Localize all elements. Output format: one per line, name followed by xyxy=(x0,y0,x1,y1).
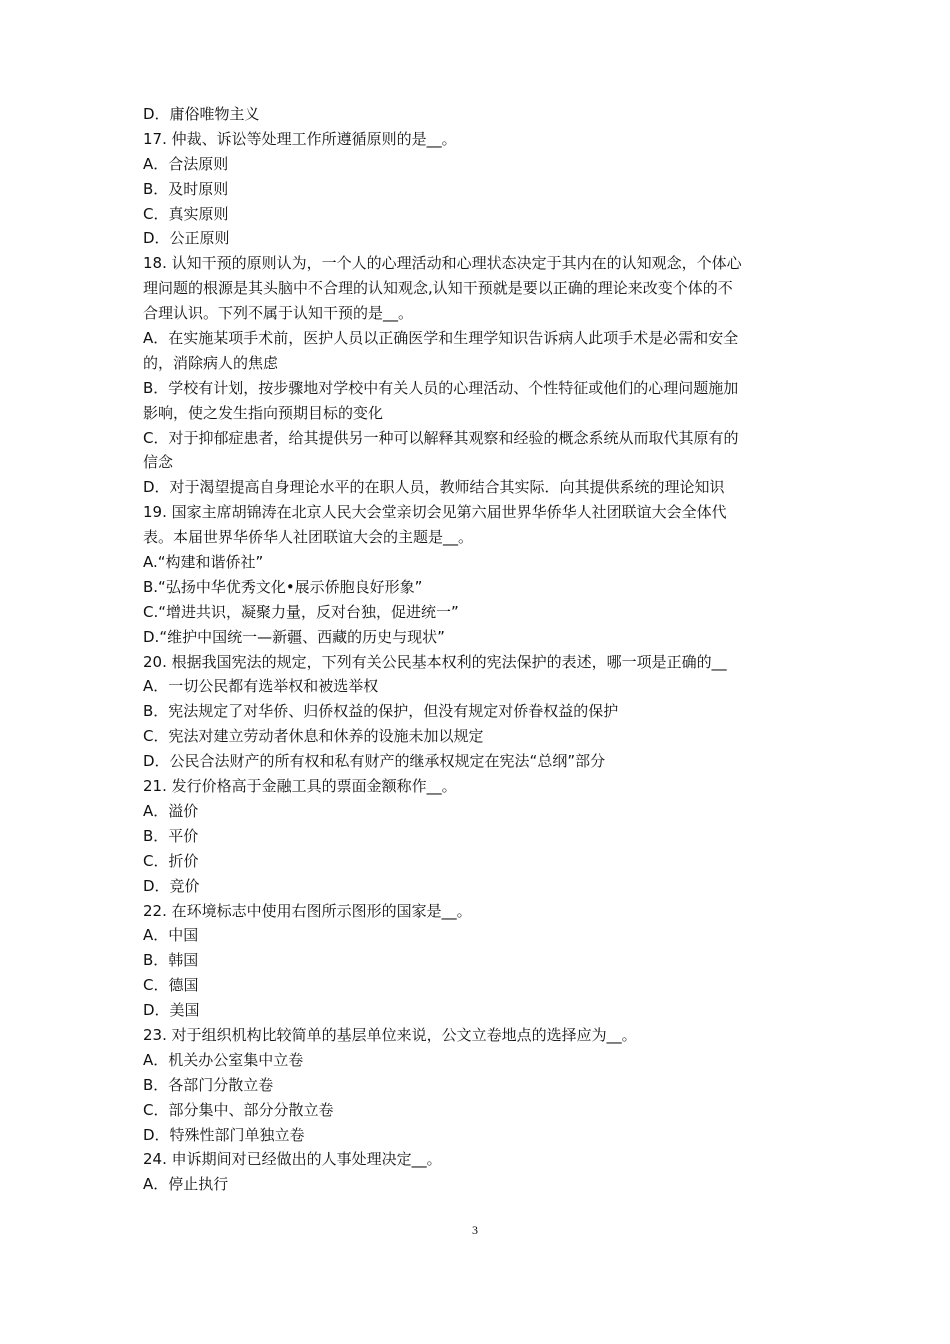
text-line: D．特殊性部门单独立卷 xyxy=(143,1125,305,1144)
text-line: C．宪法对建立劳动者休息和休养的设施未加以规定 xyxy=(143,727,484,746)
text-line: C．折价 xyxy=(143,851,199,870)
text-line: A．一切公民都有选举权和被选举权 xyxy=(143,677,379,696)
text-line: B．各部门分散立卷 xyxy=(143,1075,274,1094)
text-line: D．对于渴望提高自身理论水平的在职人员，教师结合其实际．向其提供系统的理论知识 xyxy=(143,478,725,497)
text-line: C．德国 xyxy=(143,976,199,995)
text-line: B．宪法规定了对华侨、归侨权益的保护，但没有规定对侨眷权益的保护 xyxy=(143,702,619,721)
text-line: B．韩国 xyxy=(143,951,199,970)
text-line: B．及时原则 xyxy=(143,179,229,198)
page-content xyxy=(143,102,815,1197)
text-line: D．公民合法财产的所有权和私有财产的继承权规定在宪法“总纲”部分 xyxy=(143,752,606,771)
text-line: C．真实原则 xyxy=(143,204,229,223)
text-line: 19. 国家主席胡锦涛在北京人民大会堂亲切会见第六届世界华侨华人社团联谊大会全体代 xyxy=(143,503,727,522)
text-line: 18. 认知干预的原则认为，一个人的心理活动和心理状态决定于其内在的认知观念，个体心 xyxy=(143,254,742,273)
text-line: 17. 仲裁、诉讼等处理工作所遵循原则的是__。 xyxy=(143,129,457,148)
text-line: 21. 发行价格高于金融工具的票面金额称作__。 xyxy=(143,777,457,796)
text-line: D．公正原则 xyxy=(143,229,230,248)
text-line: 20. 根据我国宪法的规定，下列有关公民基本权利的宪法保护的表述，哪一项是正确的__ xyxy=(143,652,727,671)
text-line: 信念 xyxy=(143,453,174,472)
text-line: A．中国 xyxy=(143,926,199,945)
text-line: A．溢价 xyxy=(143,801,199,820)
text-line: C．对于抑郁症患者，给其提供另一种可以解释其观察和经验的概念系统从而取代其原有的 xyxy=(143,428,739,447)
text-line: 24. 申诉期间对已经做出的人事处理决定__。 xyxy=(143,1150,442,1169)
text-line: A．机关办公室集中立卷 xyxy=(143,1050,304,1069)
page-number: 3 xyxy=(472,1223,478,1237)
text-line: C.“增进共识，凝聚力量，反对台独，促进统一” xyxy=(143,602,459,621)
text-line: B.“弘扬中华优秀文化•展示侨胞良好形象” xyxy=(143,577,423,596)
text-line: 影响，使之发生指向预期目标的变化 xyxy=(143,403,384,422)
text-line: D．竞价 xyxy=(143,876,200,895)
text-line: B．平价 xyxy=(143,826,199,845)
text-line: C．部分集中、部分分散立卷 xyxy=(143,1100,334,1119)
text-line: D.“维护中国统一—新疆、西藏的历史与现状” xyxy=(143,627,445,646)
text-line: 理问题的根源是其头脑中不合理的认知观念,认知干预就是要以正确的理论来改变个体的不 xyxy=(143,279,733,298)
text-line: 合理认识。下列不属于认知干预的是__。 xyxy=(143,304,414,323)
text-line: D．庸俗唯物主义 xyxy=(143,105,260,123)
text-line: A．停止执行 xyxy=(143,1175,229,1194)
text-line: 22. 在环境标志中使用右图所示图形的国家是__。 xyxy=(143,901,472,920)
text-line: A．合法原则 xyxy=(143,154,229,173)
text-line: D．美国 xyxy=(143,1001,200,1020)
text-line: A．在实施某项手术前，医护人员以正确医学和生理学知识告诉病人此项手术是必需和安全 xyxy=(143,329,739,348)
text-line: 23. 对于组织机构比较简单的基层单位来说，公文立卷地点的选择应为__。 xyxy=(143,1025,637,1044)
text-line: 的，消除病人的焦虑 xyxy=(143,353,279,372)
text-line: A.“构建和谐侨社” xyxy=(143,553,264,572)
text-line: B．学校有计划，按步骤地对学校中有关人员的心理活动、个性特征或他们的心理问题施加 xyxy=(143,378,739,397)
text-line: 表。本届世界华侨华人社团联谊大会的主题是__。 xyxy=(143,528,474,547)
